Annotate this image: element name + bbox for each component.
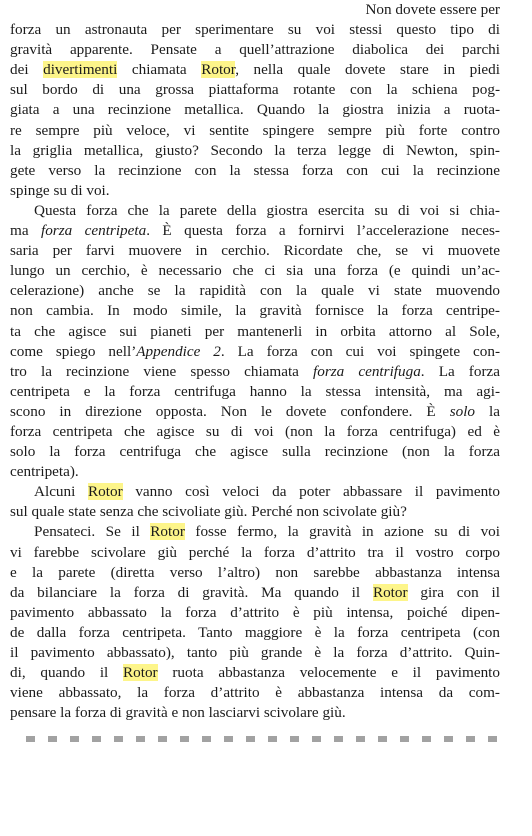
text-run: . È questa forza a fornirvi l’accelerazione neces- (146, 222, 500, 240)
text-line (10, 0, 500, 20)
text-line (10, 221, 500, 241)
text-line (10, 563, 500, 583)
highlighted-word: Rotor (201, 61, 236, 79)
highlighted-word: divertimenti (43, 61, 118, 79)
text-line (10, 623, 500, 643)
paragraph (10, 482, 500, 522)
highlighted-word: Rotor (372, 583, 408, 601)
text-run: viene abbassato, la forza d’attrito è abbastanza intensa da com- (10, 684, 500, 702)
text-run: tro la recinzione viene spesso chiamata (10, 362, 314, 380)
text-line (10, 20, 500, 40)
text-line (10, 40, 500, 60)
text-run: forza centripeta che agisce su di voi (non la forza centrifuga) ed è (10, 422, 500, 440)
text-line (10, 502, 500, 522)
paragraph (10, 0, 500, 201)
text-line (10, 402, 500, 422)
text-run: Non dovete essere per (365, 1, 500, 18)
text-line (10, 643, 500, 663)
text-run: e la parete (diretta verso l’altro) non sarebbe abbastanza intensa (10, 563, 500, 581)
italic-term: Appendice 2 (136, 342, 221, 360)
paragraph (10, 201, 500, 482)
text-line (10, 683, 500, 703)
text-line (10, 301, 500, 321)
text-line (10, 603, 500, 623)
text-run: . La forza (420, 362, 501, 380)
document-page (10, 0, 500, 743)
text-run: Pensateci. Se il (34, 523, 151, 541)
text-run: gravità apparente. Pensate a quell’attrazione diabolica dei parchi (10, 41, 500, 59)
text-line (10, 482, 500, 502)
text-run: scono in direzione opposta. Non le dovete confondere. È (10, 402, 450, 420)
text-run: ta che agisce sui pianeti per mantenerli in orbita attorno al Sole, (10, 322, 500, 340)
cut-off-line (10, 723, 500, 743)
text-run: spinge su di voi. (10, 181, 110, 199)
text-run: fosse fermo, la gravità in azione su di voi (184, 523, 500, 541)
text-line (10, 100, 500, 120)
text-line (10, 543, 500, 563)
italic-term: solo (449, 402, 476, 420)
text-run: celerazione) anche se la rapidità con la quale vi state muovendo (10, 282, 500, 300)
text-run: gete verso la recinzione con la stessa forza con cui la recinzione (10, 161, 500, 179)
text-run: ma (10, 222, 41, 240)
italic-term: forza centrifuga (313, 362, 421, 380)
text-line (10, 663, 500, 683)
text-run: pensare la forza di gravità e non lasciarvi scivolare giù. (10, 704, 346, 722)
text-line (10, 382, 500, 402)
text-run: solo la forza centrifuga che agisce sulla recinzione (non la forza (10, 443, 500, 461)
text-line (10, 342, 500, 362)
text-run: . La forza con cui voi spingete con- (220, 342, 500, 360)
text-line (10, 60, 500, 80)
text-run: lungo un cerchio, è necessario che ci sia una forza (e quindi un’ac- (10, 262, 500, 280)
text-line (10, 442, 500, 462)
paragraph (10, 522, 500, 723)
page-body (10, 0, 500, 723)
text-run: re sempre più veloce, vi sentite spingere sempre più forte contro (10, 121, 500, 139)
text-line (10, 121, 500, 141)
text-line (10, 181, 500, 201)
text-line (10, 141, 500, 161)
text-run: dei (10, 61, 44, 79)
text-line (10, 422, 500, 442)
text-line (10, 281, 500, 301)
text-line (10, 161, 500, 181)
text-run: di, quando il (10, 664, 124, 682)
text-line (10, 703, 500, 723)
text-line (10, 261, 500, 281)
highlighted-word: Rotor (150, 523, 185, 541)
text-run: ruota abbastanza velocemente e il pavimento (157, 664, 500, 682)
text-run: il pavimento abbassato), tanto più grande è la forza d’attrito. Quin- (10, 644, 500, 661)
text-run: sul quale state senza che scivoliate giù. Perché non scivolate giù? (10, 503, 407, 521)
italic-term: forza centripeta (40, 222, 147, 240)
text-run: Questa forza che la parete della giostra esercita su di voi si chia- (34, 201, 500, 219)
highlighted-word: Rotor (88, 483, 123, 501)
text-run: chiamata (117, 61, 202, 79)
text-line (10, 241, 500, 261)
text-line (10, 362, 500, 382)
text-run: giata a una recinzione metallica. Quando la giostra inizia a ruota- (10, 101, 500, 119)
text-run: la griglia metallica, giusto? Secondo la terza legge di Newton, spin- (10, 141, 500, 159)
text-run: non cambia. In modo simile, la gravità fornisce la forza centripe- (10, 302, 500, 320)
highlighted-word: Rotor (123, 664, 158, 682)
text-run: pavimento abbassato la forza d’attrito è più intensa, poiché dipen- (10, 603, 500, 621)
text-run: saria per farvi muovere in cerchio. Ricordate che, se vi muovete (10, 242, 500, 260)
text-run: forza un astronauta per sperimentare su voi stessi questo tipo di (10, 21, 500, 39)
text-run: sul bordo di una grossa piattaforma rotante con la schiena pog- (10, 81, 500, 99)
text-run: come spiego nell’ (10, 342, 137, 360)
text-run: la (475, 402, 500, 420)
text-line (10, 322, 500, 342)
text-run: gira con il (407, 583, 500, 601)
truncated-text-fragment (26, 736, 500, 742)
text-line (10, 80, 500, 100)
text-run: Alcuni (34, 483, 89, 501)
text-run: da bilanciare la forza di gravità. Ma quando il (10, 583, 373, 601)
text-run: vi farebbe scivolare giù perché la forza d’attrito tra il vostro corpo (10, 543, 500, 561)
text-line (10, 583, 500, 603)
text-run: vanno così veloci da poter abbassare il pavimento (122, 483, 500, 501)
text-run: de dalla forza centripeta. Tanto maggiore è la forza centripeta (con (10, 623, 500, 641)
text-line (10, 462, 500, 482)
text-run: centripeta). (10, 463, 79, 481)
text-line (10, 201, 500, 221)
text-run: , nella quale dovete stare in piedi (235, 61, 500, 79)
text-run: centripeta e la forza centrifuga hanno la stessa intensità, ma agi- (10, 382, 500, 400)
text-line (10, 522, 500, 542)
